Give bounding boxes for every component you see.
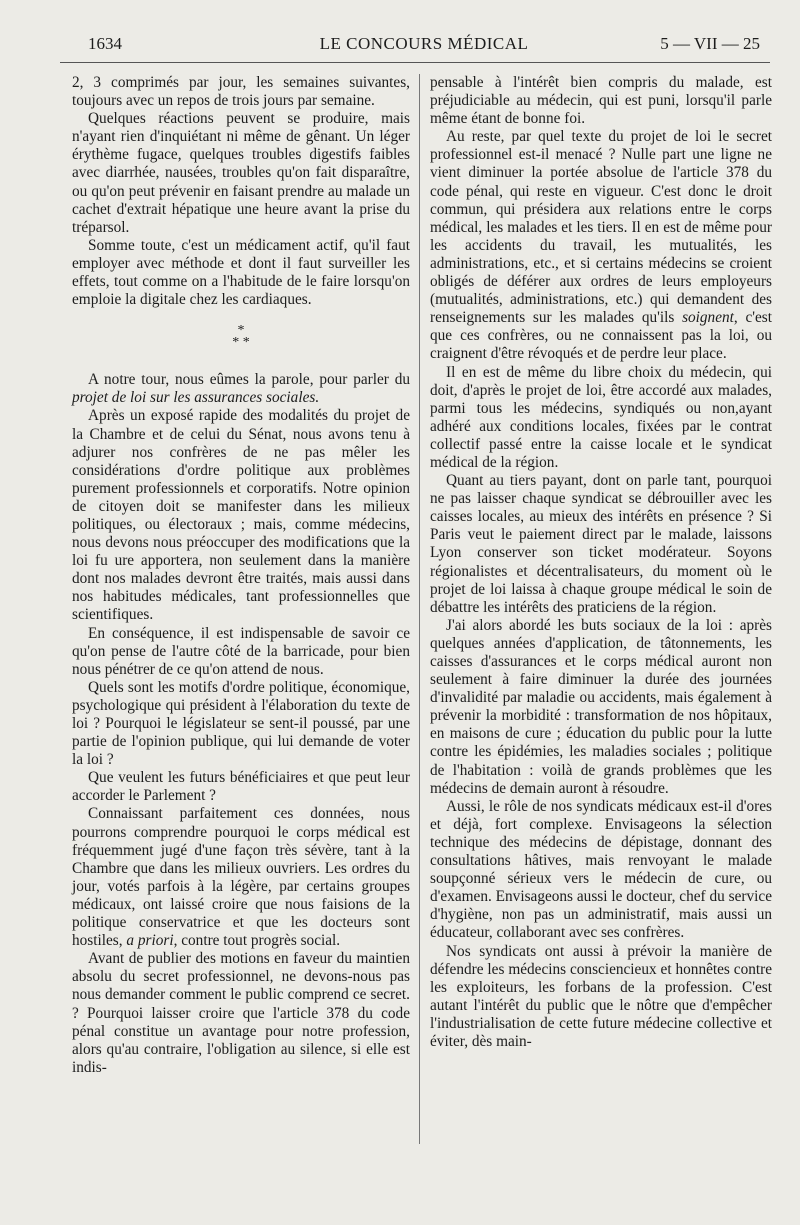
paragraph: Somme toute, c'est un médicament actif, qu'il faut employer avec méthode et dont il faut surveiller les effets, tout comme on a l'habitude de le faire lorsqu'on emploie la digitale chez les cardiaques. bbox=[72, 236, 410, 309]
issue-date: 5 — VII — 25 bbox=[660, 34, 760, 53]
paragraph: J'ai alors abordé les buts sociaux de la loi : après quelques années d'application, de tâtonnements, les caisses d'assurances et le corps médical auront non seulement à faire diminuer la durée des journées d'invalidité par maladie ou accidents, mais également à prévenir la morbidité : transformation de nos hôpitaux, en maisons de cure ; éducation du public pour la lutte contre les épidémies, les maladies sociales ; politique de l'habitation : voilà de grands problèmes que les médecins de demain auront à résoudre. bbox=[430, 616, 772, 797]
paragraph: 2, 3 comprimés par jour, les semaines suivantes, toujours avec un repos de trois jours par semaine. bbox=[72, 74, 410, 110]
column-divider bbox=[419, 74, 420, 1144]
separator-stars-row: * * bbox=[232, 335, 250, 351]
separator-star: * bbox=[237, 323, 245, 339]
paragraph: Connaissant parfaitement ces données, nous pourrons comprendre pourquoi le corps médical est fréquemment jugé d'une façon très sévère, tant à la Chambre que dans les milieux ouvriers. Les ordres du jour, votés parfois à la légère, par certains groupes médicaux, ont laissé croire que nous faisions de la politique conservatrice et que les docteurs sont hostiles, a priori, contre tout progrès social. bbox=[72, 805, 410, 950]
paragraph: Quant au tiers payant, dont on parle tant, pourquoi ne pas laisser chaque syndicat se débrouiller avec les caisses locales, au mieux des intérêts en présence ? Si Paris veut le paiement direct par le malade, laissons Lyon conserver son ticket modérateur. Soyons régionalistes et décentralisateurs, du moment où le projet de loi laissa à chaque groupe médical le soin de débattre les intérêts des praticiens de la région. bbox=[430, 472, 772, 616]
paragraph: Aussi, le rôle de nos syndicats médicaux est-il d'ores et déjà, fort complexe. Envisageons la sélection technique des médecins de dépistage, donnant des consultations hâtives, mais renvoyant le malade soupçonné sérieux vers le médecin de cure, ou d'examen. Envisageons aussi le docteur, chef du service d'hygiène, non pas un administratif, mais aussi un éducateur, collaborant avec ses confrères. bbox=[430, 797, 772, 942]
paragraph: Il en est de même du libre choix du médecin, qui doit, d'après le projet de loi, être accordé aux malades, parmi tous les médecins, syndiqués ou non,ayant adhéré aux conditions locales, fixées par le contrat collectif passé entre la caisse locale et le syndicat médical de la région. bbox=[430, 363, 772, 471]
page-number: 1634 bbox=[88, 34, 122, 53]
paragraph: Au reste, par quel texte du projet de loi le secret professionnel est-il menacé ? Nulle part une ligne ne vient diminuer la portée absolue de l'article 378 du code pénal, qui reste en vigueur. C'est donc le droit commun, qui présidera aux relations entre le corps médical, les malades et les tiers. Il en est de même pour les accidents du travail, les mutualités, les administrations, etc., et si certains médecins se croient obligés de déférer aux ordres de leurs employeurs (mutualités, administrations, etc.) qui demandent des renseignements sur les malades qu'ils soignent, c'est que ces confrères, ou ne connaissent pas la loi, ou craignent d'être révoqués et de perdre leur place. bbox=[430, 128, 772, 363]
paragraph: pensable à l'intérêt bien compris du malade, est préjudiciable au médecin, qui est puni, lorsqu'il parle même étant de bonne foi. bbox=[430, 74, 772, 128]
italic-title: projet de loi sur les assurances sociales. bbox=[72, 389, 320, 407]
header-rule bbox=[60, 62, 770, 63]
journal-title: LE CONCOURS MÉDICAL bbox=[319, 34, 529, 53]
paragraph: Avant de publier des motions en faveur du maintien absolu du secret professionnel, ne devons-nous pas nous demander comment le public comprend ce secret. ? Pourquoi laisser croire que l'article 378 du code pénal constitue un avantage pour notre profession, alors qu'au contraire, l'obligation au silence, si elle est indis- bbox=[72, 950, 410, 1076]
paragraph: Quels sont les motifs d'ordre politique, économique, psychologique qui président à l'élaboration du texte de loi ? Pourquoi le législateur se sent-il poussé, par une partie de l'opinion publique, qui lui demande de voter la loi ? bbox=[72, 678, 410, 769]
running-header bbox=[88, 34, 760, 58]
paragraph-intro: A notre tour, nous eûmes la parole, pour parler du projet de loi sur les assurances sociales. bbox=[72, 371, 410, 407]
right-column bbox=[430, 74, 772, 1051]
section-separator bbox=[72, 325, 410, 349]
paragraph: Nos syndicats ont aussi à prévoir la manière de défendre les médecins consciencieux et honnêtes contre les exploiteurs, les forbans de la profession. C'est autant l'intérêt du public que le nôtre que d'empêcher l'industrialisation de cette future médecine collective et éviter, dès main- bbox=[430, 942, 772, 1050]
paragraph: En conséquence, il est indispensable de savoir ce qu'on pense de l'autre côté de la barricade, pour bien nous pénétrer de ce qu'on attend de nous. bbox=[72, 624, 410, 678]
paragraph: Que veulent les futurs bénéficiaires et que peut leur accorder le Parlement ? bbox=[72, 769, 410, 805]
left-column bbox=[72, 74, 410, 1077]
paragraph: Quelques réactions peuvent se produire, mais n'ayant rien d'inquiétant ni même de gênant. Un léger érythème fugace, quelques troubles digestifs faibles avec diarrhée, nausées, troubles qu'on fait disparaître, ou qu'on peut prévenir en faisant prendre au malade un cachet d'extrait hépatique une heure avant la prise du tréparsol. bbox=[72, 110, 410, 236]
paragraph: Après un exposé rapide des modalités du projet de la Chambre et de celui du Sénat, nous avons tenu à adjurer nos confrères de ne pas mêler les considérations d'ordre politique aux problèmes purement professionnels et corporatifs. Notre opinion de citoyen doit se manifester dans les milieux politiques, ou électoraux ; mais, comme médecins, nous devons nous préoccuper des modifications que la loi fu ure apportera, non seulement dans la manière dont nos malades devront être traités, mais aussi dans nos habitudes médicales, tant professionnelles que scientifiques. bbox=[72, 407, 410, 624]
